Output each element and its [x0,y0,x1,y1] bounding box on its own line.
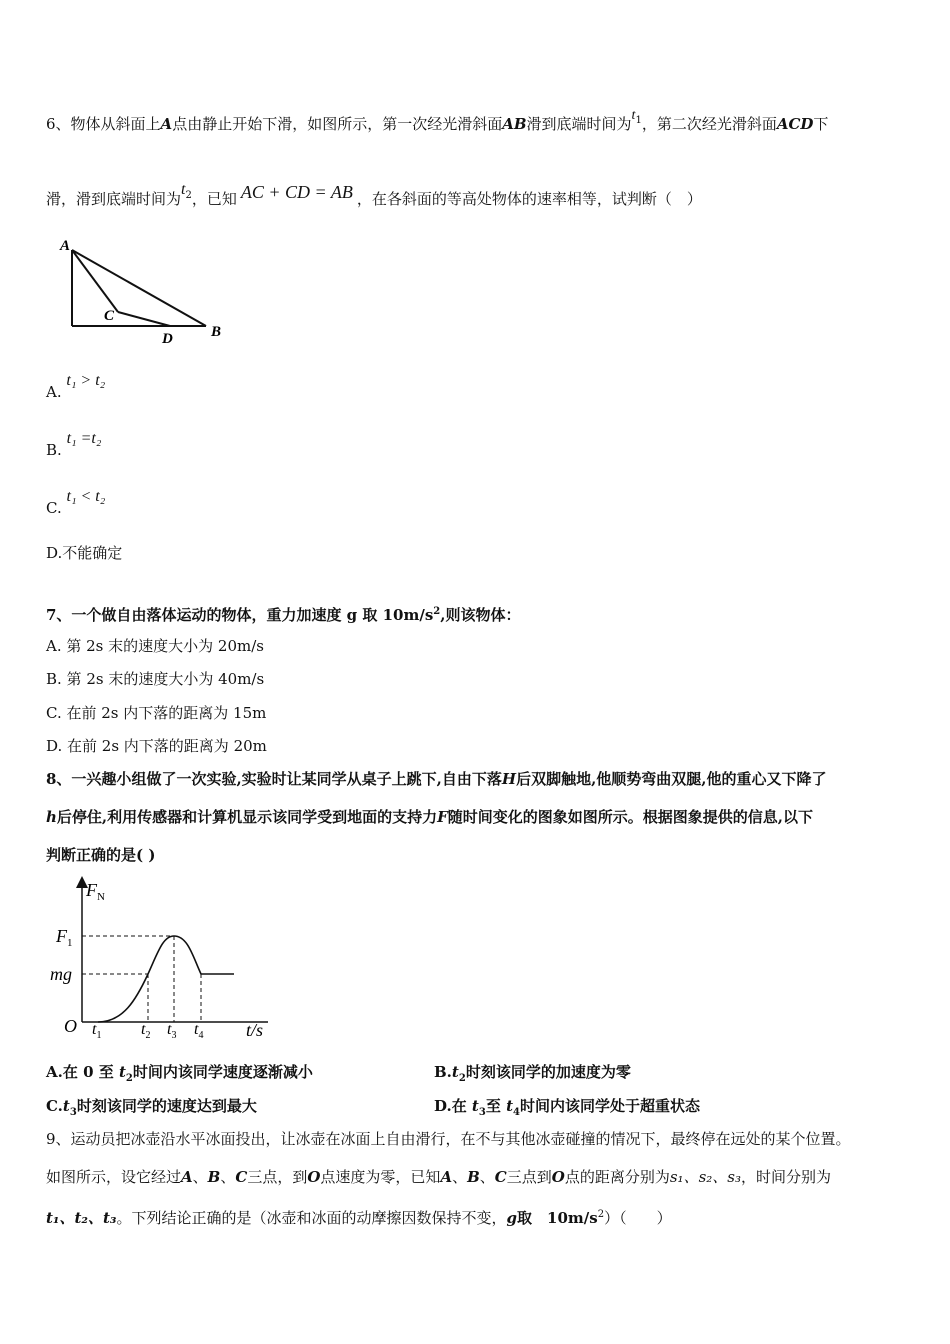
point-d-label: D [162,331,173,346]
t4-tick: $t_4$ [194,1021,204,1041]
q9-line2: 如图所示，设它经过A、B、C三点，到O点速度为零，已知A、B、C三点到O点的距离分别为s₁、s₂、s₃，时间分别为 [46,1168,832,1186]
q8-option-a: A.在 0 至 $t_2$时间内该同学速度逐渐减小 [46,1063,313,1084]
q7-option-b: B. 第 2s 末的速度大小为 40m/s [46,670,265,688]
t1-tick: $t_1$ [92,1021,102,1041]
q8-option-c: $C.t_3$时刻该同学的速度达到最大 [46,1097,257,1118]
q6-line2: 滑，滑到底端时间为$t_2$，已知 AC + CD = AB ，在各斜面的等高处物体的速率相等，试判断（ ） [46,181,702,208]
mg-label: mg [50,964,72,984]
t2-tick: $t_2$ [141,1021,151,1041]
q6-incline-figure [58,236,248,346]
y-axis-label: $F_N$ [86,880,105,903]
origin-label: O [64,1016,77,1036]
point-b-label: B [211,324,222,340]
q9-line3: t₁、t₂、t₃。下列结论正确的是（冰壶和冰面的动摩擦因数保持不变，g取 $10m/s^2$）（ ） [46,1209,672,1227]
q6-option-d: D.不能确定 [46,544,123,562]
q6-line1: 6、物体从斜面上A点由静止开始下滑，如图所示，第一次经光滑斜面AB滑到底端时间为$t_1$，第二次经光滑斜面ACD下 [46,108,829,133]
q7-option-a: A. 第 2s 末的速度大小为 20m/s [46,637,264,655]
q8-line1: 8、一兴趣小组做了一次实验,实验时让某同学从桌子上跳下,自由下落H后双脚触地,他顺势弯曲双腿,他的重心又下降了 [46,770,827,788]
q8-option-d: D.在 $t_3$至 $t_4$时间内该同学处于超重状态 [434,1097,700,1118]
q8-line2: h后停住,利用传感器和计算机显示该同学受到地面的支持力F随时间变化的图象如图所示。根据图象提供的信息,以下 [46,808,814,826]
q8-option-b: $B.t_2$时刻该同学的加速度为零 [434,1063,631,1084]
q8-force-time-graph [48,872,288,1044]
point-a-label: A [60,238,71,254]
point-c-label: C [104,308,115,324]
t3-tick: $t_3$ [167,1021,177,1041]
q6-option-a: A. t₁ > t₂ [46,372,106,401]
x-axis-label: t/s [246,1020,264,1040]
q6-option-b: B. t₁ =t₂ [46,430,102,459]
q8-line3: 判断正确的是( ) [46,846,156,864]
q9-line1: 9、运动员把冰壶沿水平冰面投出，让冰壶在冰面上自由滑行，在不与其他冰壶碰撞的情况下，最终停在远处的某个位置。 [46,1130,851,1148]
q6-option-c: C. t₁ < t₂ [46,488,106,517]
q7-stem: 7、一个做自由落体运动的物体，重力加速度 g 取 $10m/s^2$,则该物体： [46,606,521,624]
q7-option-d: D. 在前 2s 内下落的距离为 20m [46,737,267,755]
q7-option-c: C. 在前 2s 内下落的距离为 15m [46,704,267,722]
f1-label: $F_1$ [56,926,73,949]
